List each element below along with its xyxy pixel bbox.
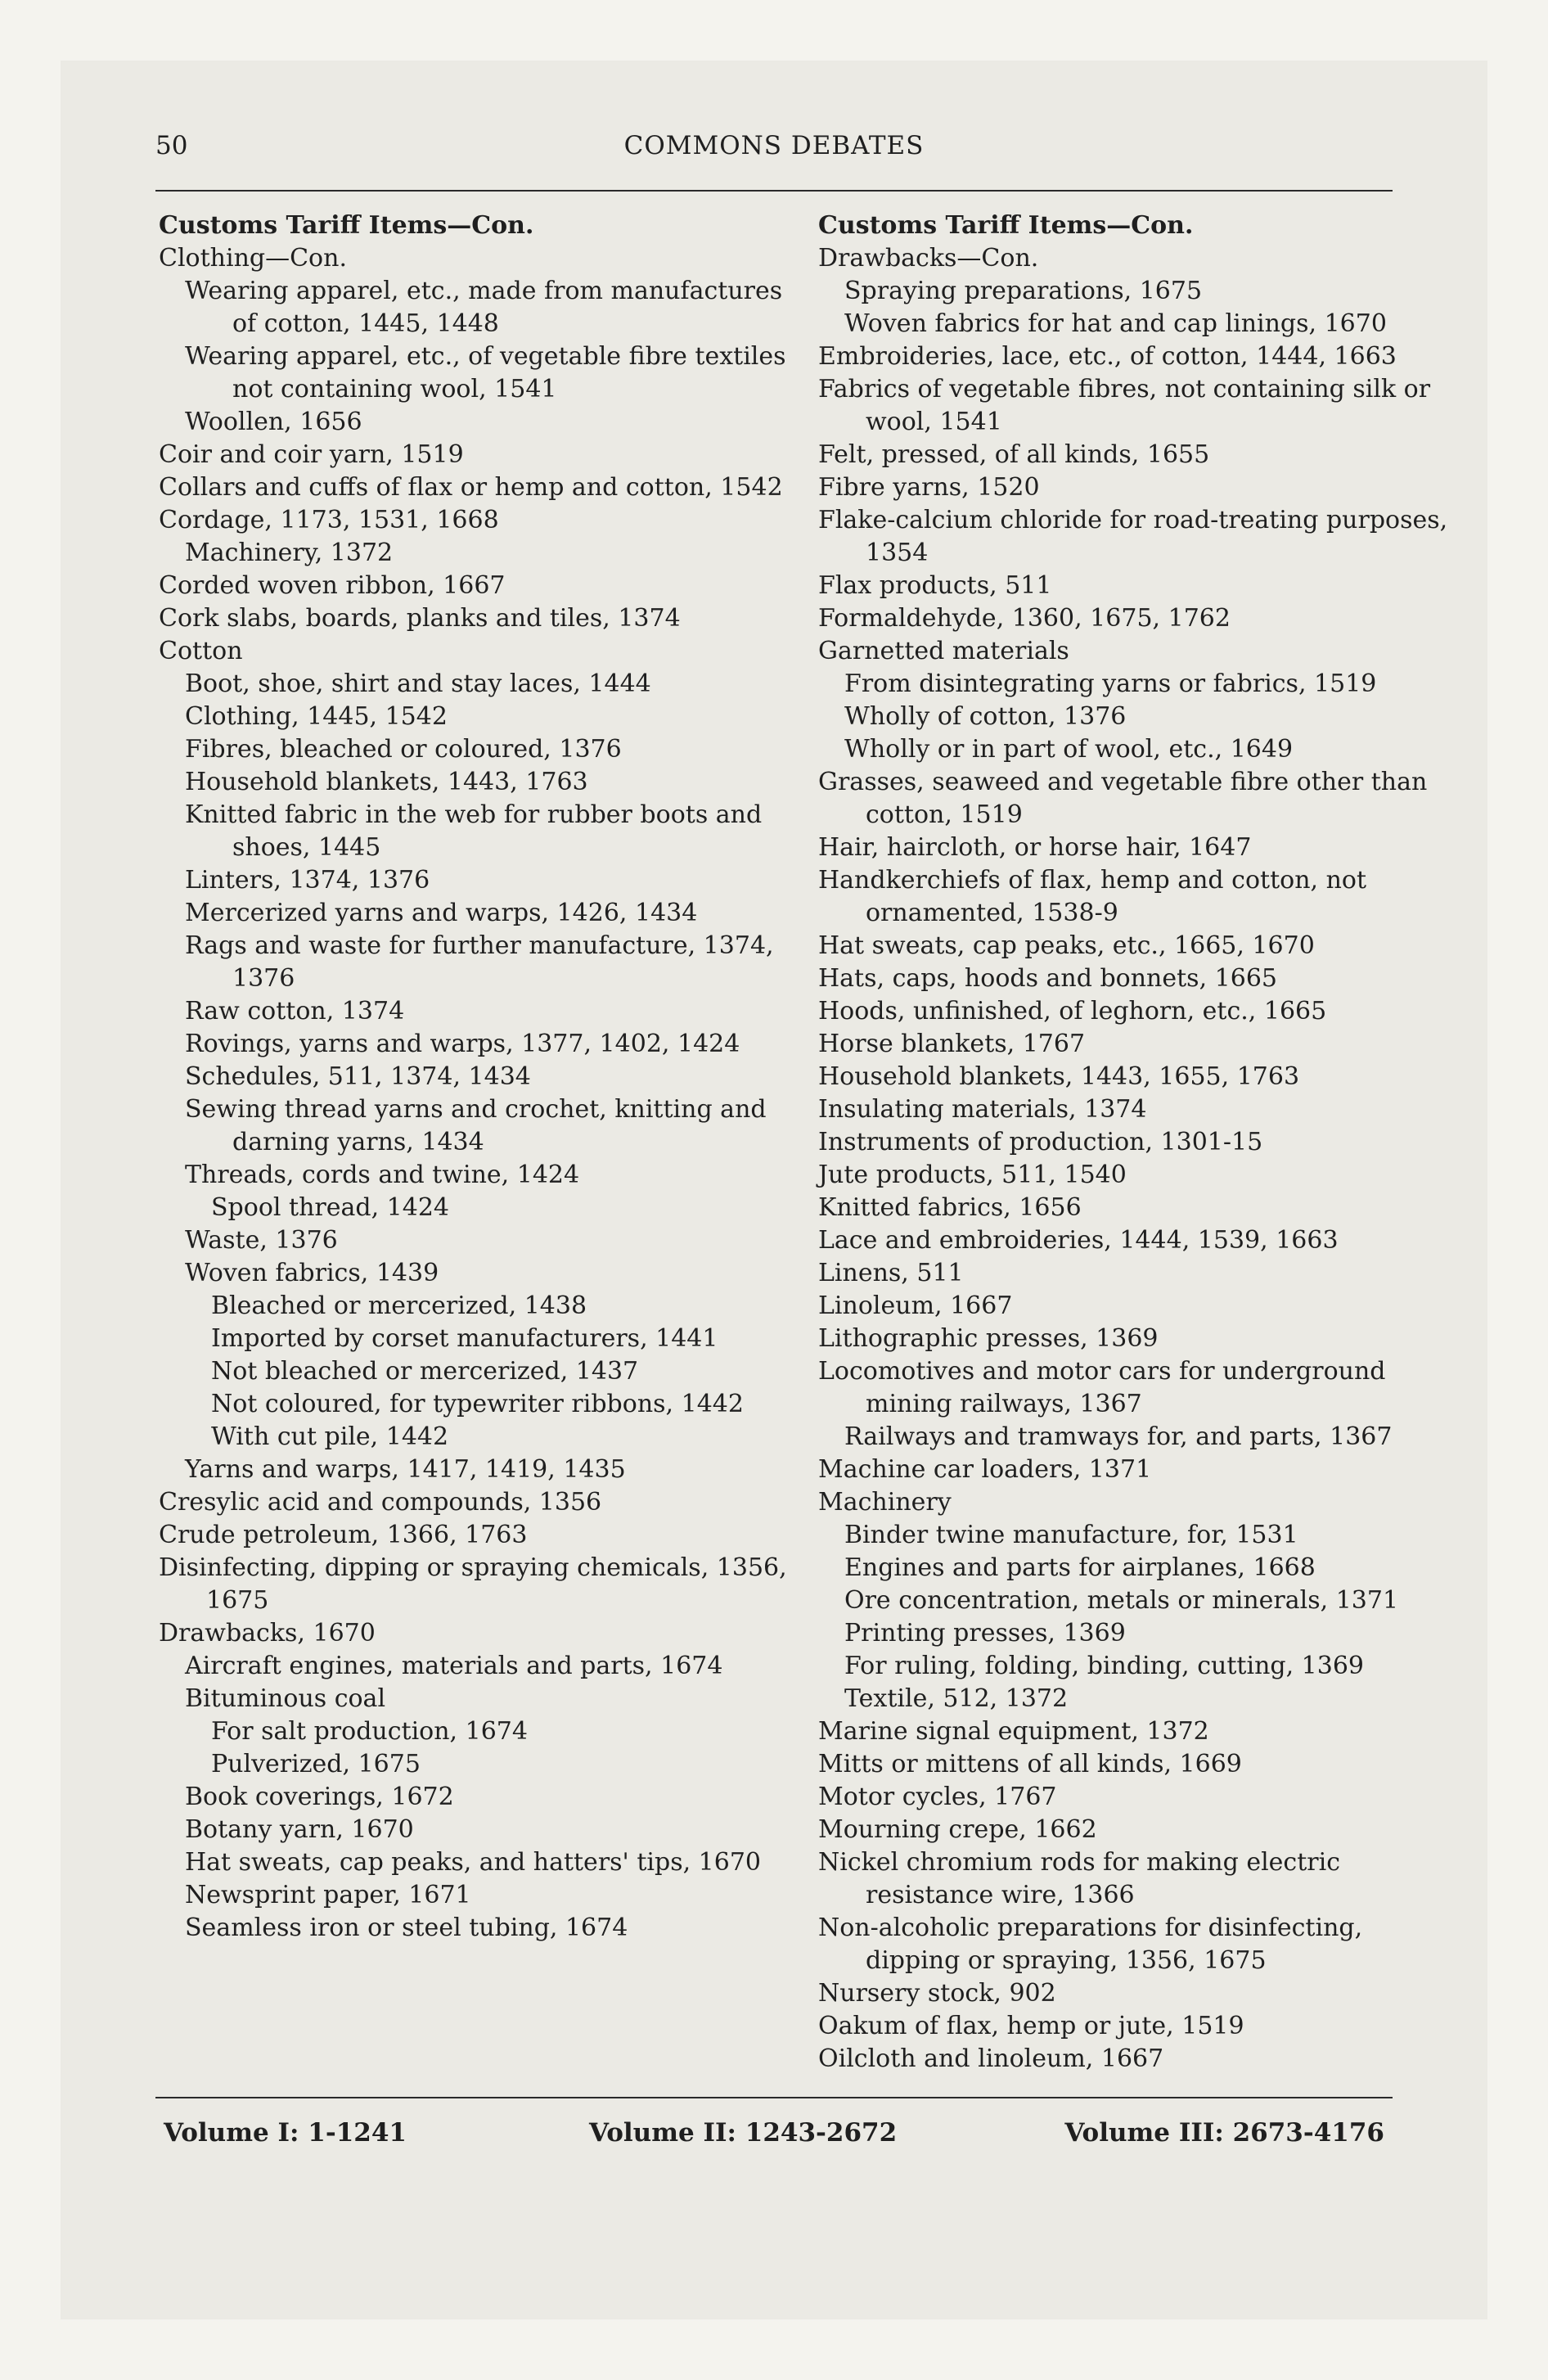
- index-entry: Lithographic presses, 1369: [818, 1324, 1159, 1353]
- volume-3-range: Volume III: 2673-4176: [1064, 2118, 1384, 2148]
- index-entry: Cordage, 1173, 1531, 1668: [159, 506, 499, 534]
- index-entry: Lace and embroideries, 1444, 1539, 1663: [818, 1226, 1339, 1255]
- index-entry: Disinfecting, dipping or spraying chemicals, 1356, 1675: [159, 1553, 787, 1615]
- index-entry: Handkerchiefs of flax, hemp and cotton, not ornamented, 1538-9: [818, 866, 1367, 927]
- index-entry: Grasses, seaweed and vegetable fibre other than cotton, 1519: [818, 768, 1428, 829]
- index-entry: Oilcloth and linoleum, 1667: [818, 2044, 1164, 2073]
- index-entry: Marine signal equipment, 1372: [818, 1717, 1209, 1746]
- index-entry: Collars and cuffs of flax or hemp and cotton, 1542: [159, 473, 783, 502]
- index-entry: For ruling, folding, binding, cutting, 1369: [844, 1652, 1365, 1680]
- index-entry: Machinery: [818, 1488, 952, 1517]
- volume-1-range: Volume I: 1-1241: [164, 2118, 407, 2148]
- index-entry: Flax products, 511: [818, 571, 1052, 600]
- index-entry: Cotton: [159, 637, 243, 665]
- index-entry: Wearing apparel, etc., of vegetable fibre textiles not containing wool, 1541: [185, 342, 786, 403]
- index-entry: Seamless iron or steel tubing, 1674: [185, 1913, 628, 1942]
- index-entry: Hoods, unfinished, of leghorn, etc., 1665: [818, 997, 1327, 1025]
- index-entry: Linters, 1374, 1376: [185, 866, 430, 895]
- page-number: 50: [155, 131, 188, 160]
- index-entry: Felt, pressed, of all kinds, 1655: [818, 440, 1210, 469]
- index-entry: Machinery, 1372: [185, 539, 394, 567]
- index-entry: Hat sweats, cap peaks, and hatters' tips, 1670: [185, 1848, 762, 1877]
- index-entry: Mourning crepe, 1662: [818, 1815, 1097, 1844]
- index-entry: Coir and coir yarn, 1519: [159, 440, 464, 469]
- index-entry: From disintegrating yarns or fabrics, 1519: [844, 669, 1377, 698]
- index-entry: Fibres, bleached or coloured, 1376: [185, 735, 622, 764]
- index-entry: Textile, 512, 1372: [844, 1684, 1069, 1713]
- index-entry: Fibre yarns, 1520: [818, 473, 1040, 502]
- running-title: COMMONS DEBATES: [623, 131, 925, 160]
- index-entry: Raw cotton, 1374: [185, 997, 405, 1025]
- index-entry: Machine car loaders, 1371: [818, 1455, 1152, 1484]
- index-entry: Knitted fabric in the web for rubber boots and shoes, 1445: [185, 800, 763, 862]
- index-entry: Formaldehyde, 1360, 1675, 1762: [818, 604, 1231, 633]
- index-entry: Schedules, 511, 1374, 1434: [185, 1062, 531, 1091]
- index-entry: Binder twine manufacture, for, 1531: [844, 1521, 1298, 1549]
- index-entry: Drawbacks, 1670: [159, 1619, 376, 1648]
- header-rule: [155, 190, 1393, 192]
- index-column-right: [818, 210, 1456, 2076]
- index-entry: Bituminous coal: [185, 1684, 386, 1713]
- index-entry: Woven fabrics for hat and cap linings, 1670: [844, 309, 1387, 338]
- index-entry: Insulating materials, 1374: [818, 1095, 1147, 1124]
- index-entry: Household blankets, 1443, 1655, 1763: [818, 1062, 1300, 1091]
- index-entry: Fabrics of vegetable fibres, not containing silk or wool, 1541: [818, 375, 1431, 436]
- section-heading: Customs Tariff Items—Con.: [818, 211, 1194, 240]
- index-entry: Nursery stock, 902: [818, 1979, 1056, 2008]
- index-entry: Jute products, 511, 1540: [818, 1161, 1127, 1189]
- page-header: [155, 131, 1393, 172]
- index-entry: Yarns and warps, 1417, 1419, 1435: [185, 1455, 626, 1484]
- index-entry: Spraying preparations, 1675: [844, 277, 1203, 305]
- index-entry: Pulverized, 1675: [211, 1750, 421, 1778]
- volume-footer: [155, 2118, 1393, 2151]
- index-entry: Printing presses, 1369: [844, 1619, 1126, 1648]
- index-column-left: [159, 210, 797, 1945]
- volume-2-range: Volume II: 1243-2672: [589, 2118, 898, 2148]
- index-entry: Rovings, yarns and warps, 1377, 1402, 1424: [185, 1030, 740, 1058]
- index-entry: With cut pile, 1442: [211, 1422, 449, 1451]
- index-entry: Embroideries, lace, etc., of cotton, 1444, 1663: [818, 342, 1397, 371]
- index-entry: Household blankets, 1443, 1763: [185, 768, 588, 796]
- section-heading: Customs Tariff Items—Con.: [159, 211, 534, 240]
- index-entry: Horse blankets, 1767: [818, 1030, 1086, 1058]
- index-entry: Book coverings, 1672: [185, 1783, 454, 1811]
- index-entry: Flake-calcium chloride for road-treating purposes, 1354: [818, 506, 1448, 567]
- index-entry: For salt production, 1674: [211, 1717, 528, 1746]
- index-entry: Bleached or mercerized, 1438: [211, 1291, 587, 1320]
- index-entry: Cresylic acid and compounds, 1356: [159, 1488, 602, 1517]
- index-entry: Clothing—Con.: [159, 244, 347, 273]
- index-entry: Not coloured, for typewriter ribbons, 1442: [211, 1390, 744, 1418]
- index-entry: Waste, 1376: [185, 1226, 338, 1255]
- index-entry: Clothing, 1445, 1542: [185, 702, 448, 731]
- index-entry: Garnetted materials: [818, 637, 1069, 665]
- index-entry: Spool thread, 1424: [211, 1193, 449, 1222]
- index-entry: Newsprint paper, 1671: [185, 1881, 471, 1909]
- index-entry: Hair, haircloth, or horse hair, 1647: [818, 833, 1252, 862]
- index-entry: Botany yarn, 1670: [185, 1815, 414, 1844]
- index-entry: Nickel chromium rods for making electric resistance wire, 1366: [818, 1848, 1341, 1909]
- index-entry: Wholly of cotton, 1376: [844, 702, 1127, 731]
- index-entry: Wearing apparel, etc., made from manufactures of cotton, 1445, 1448: [185, 277, 783, 338]
- index-entry: Ore concentration, metals or minerals, 1371: [844, 1586, 1399, 1615]
- index-entry: Linoleum, 1667: [818, 1291, 1013, 1320]
- index-entry: Threads, cords and twine, 1424: [185, 1161, 580, 1189]
- index-entry: Imported by corset manufacturers, 1441: [211, 1324, 718, 1353]
- index-entry: Knitted fabrics, 1656: [818, 1193, 1082, 1222]
- footer-rule: [155, 2097, 1393, 2098]
- index-entry: Drawbacks—Con.: [818, 244, 1039, 273]
- index-entry: Not bleached or mercerized, 1437: [211, 1357, 639, 1386]
- index-entry: Crude petroleum, 1366, 1763: [159, 1521, 528, 1549]
- index-entry: Mercerized yarns and warps, 1426, 1434: [185, 899, 698, 927]
- index-entry: Corded woven ribbon, 1667: [159, 571, 506, 600]
- index-entry: Motor cycles, 1767: [818, 1783, 1057, 1811]
- index-entry: Woven fabrics, 1439: [185, 1259, 439, 1287]
- index-entry: Non-alcoholic preparations for disinfecting, dipping or spraying, 1356, 1675: [818, 1913, 1363, 1975]
- index-entry: Oakum of flax, hemp or jute, 1519: [818, 2012, 1244, 2040]
- index-entry: Boot, shoe, shirt and stay laces, 1444: [185, 669, 651, 698]
- index-entry: Hats, caps, hoods and bonnets, 1665: [818, 964, 1277, 993]
- index-entry: Locomotives and motor cars for underground mining railways, 1367: [818, 1357, 1386, 1418]
- index-entry: Sewing thread yarns and crochet, knitting and darning yarns, 1434: [185, 1095, 767, 1156]
- index-entry: Rags and waste for further manufacture, 1374, 1376: [185, 931, 774, 993]
- index-entry: Linens, 511: [818, 1259, 964, 1287]
- index-entry: Instruments of production, 1301-15: [818, 1128, 1263, 1156]
- index-entry: Wholly or in part of wool, etc., 1649: [844, 735, 1294, 764]
- index-entry: Cork slabs, boards, planks and tiles, 1374: [159, 604, 681, 633]
- index-entry: Aircraft engines, materials and parts, 1674: [185, 1652, 723, 1680]
- index-entry: Woollen, 1656: [185, 408, 362, 436]
- index-entry: Railways and tramways for, and parts, 1367: [844, 1422, 1393, 1451]
- index-entry: Hat sweats, cap peaks, etc., 1665, 1670: [818, 931, 1315, 960]
- index-entry: Mitts or mittens of all kinds, 1669: [818, 1750, 1242, 1778]
- index-entry: Engines and parts for airplanes, 1668: [844, 1553, 1316, 1582]
